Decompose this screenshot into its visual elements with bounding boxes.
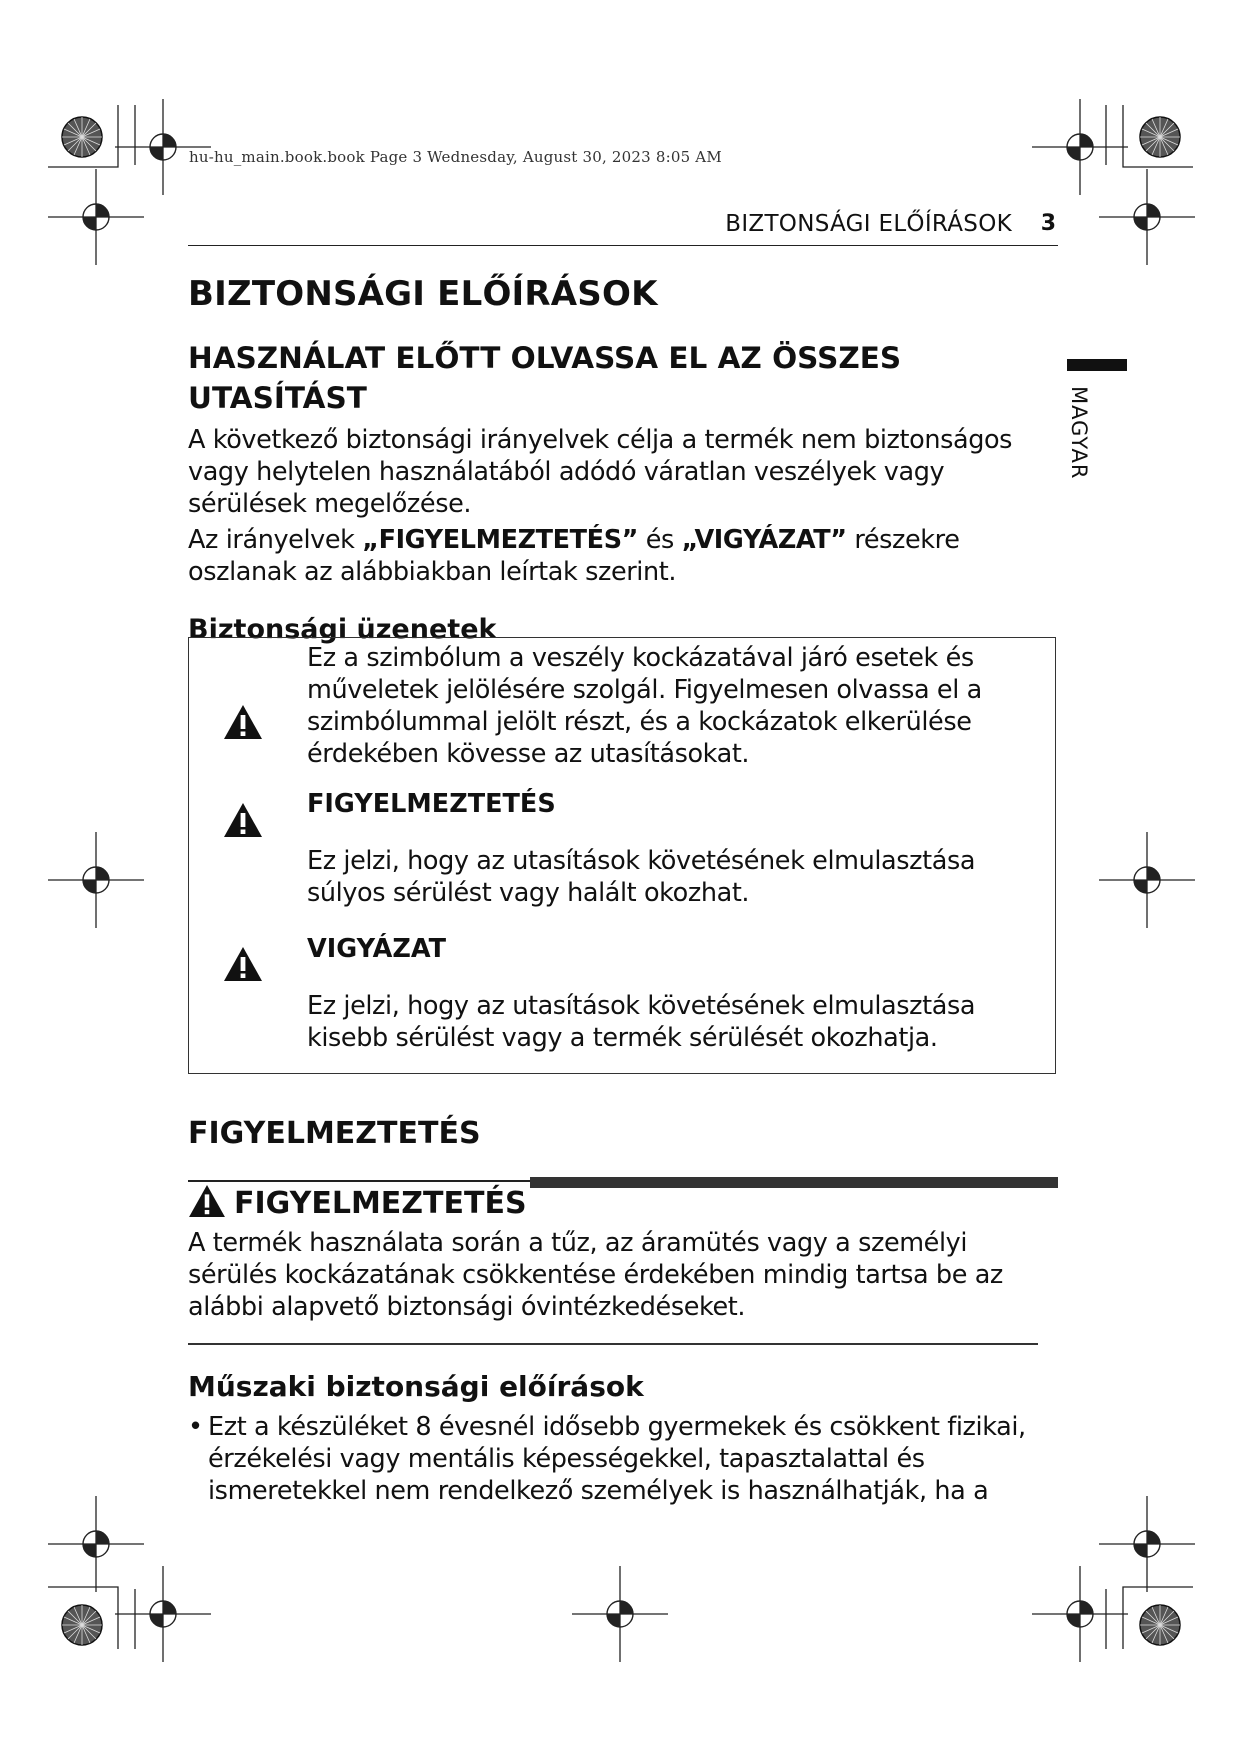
side-tab-label: MAGYAR <box>1067 386 1091 480</box>
caution-label: VIGYÁZAT <box>307 934 446 964</box>
warning-rule-thick <box>530 1177 1058 1188</box>
page-number: 3 <box>1040 211 1056 236</box>
warning-rule-thin <box>188 1180 530 1182</box>
warning-label: FIGYELMEZTETÉS <box>307 789 556 819</box>
page-title: BIZTONSÁGI ELŐÍRÁSOK <box>188 274 658 314</box>
bullet-marker: • <box>188 1412 204 1442</box>
intro-text: részekre oszlanak az alábbiakban leírtak szerint. <box>188 525 960 587</box>
registration-cross-icon <box>1032 1566 1128 1662</box>
registration-cross-icon <box>115 1566 211 1662</box>
section-divider <box>188 1343 1038 1345</box>
registration-cross-icon <box>1099 1496 1195 1592</box>
registration-cross-icon <box>1099 832 1195 928</box>
header-section-title: BIZTONSÁGI ELŐÍRÁSOK <box>725 211 1012 237</box>
warning-triangle-icon <box>188 1184 226 1218</box>
warning-description: Ez jelzi, hogy az utasítások követésének elmulasztása súlyos sérülést vagy halált okozhat. <box>307 846 976 908</box>
registration-cross-icon <box>115 99 211 195</box>
intro-paragraph-2 <box>188 524 1058 588</box>
safety-messages-box <box>188 637 1056 1074</box>
safety-messages-heading: Biztonsági üzenetek <box>188 614 497 645</box>
symbol-description: Ez a szimbólum a veszély kockázatával járó esetek és műveletek jelölésére szolgál. Figyelmesen olvassa el a szimbólummal jelölt részt, és a kockázatok elkerülése érdekében kövesse az utasításokat. <box>307 643 982 769</box>
registration-star-icon <box>1140 117 1180 157</box>
intro-text: és <box>638 525 682 555</box>
registration-cross-icon <box>1099 169 1195 265</box>
section-subtitle: HASZNÁLAT ELŐTT OLVASSA EL AZ ÖSSZES UTASÍTÁST <box>188 341 902 415</box>
side-tab-bar <box>1067 359 1127 371</box>
intro-warning-term: „FIGYELMEZTETÉS” <box>362 525 639 555</box>
registration-cross-icon <box>48 1496 144 1592</box>
registration-cross-icon <box>48 832 144 928</box>
caution-description: Ez jelzi, hogy az utasítások követésének elmulasztása kisebb sérülést vagy a termék sérülését okozhatja. <box>307 991 976 1053</box>
bullet-text: Ezt a készüléket 8 évesnél idősebb gyermekek és csökkent fizikai, érzékelési vagy mentális képességekkel, tapasztalattal és ismeretekkel nem rendelkező személyek is használhatják, ha a <box>208 1412 1026 1506</box>
technical-safety-heading: Műszaki biztonsági előírások <box>188 1370 644 1403</box>
warning-triangle-icon <box>223 704 263 740</box>
intro-caution-term: „VIGYÁZAT” <box>681 525 847 555</box>
print-info-line: hu-hu_main.book.book Page 3 Wednesday, August 30, 2023 8:05 AM <box>189 148 722 166</box>
running-header <box>188 207 1058 246</box>
registration-star-icon <box>1140 1605 1180 1645</box>
registration-cross-icon <box>1032 99 1128 195</box>
intro-text: Az irányelvek <box>188 525 363 555</box>
registration-cross-icon <box>48 169 144 265</box>
registration-star-icon <box>62 1605 102 1645</box>
warning-banner-label: FIGYELMEZTETÉS <box>234 1186 527 1221</box>
warning-triangle-icon <box>223 802 263 838</box>
registration-cross-icon <box>572 1566 668 1662</box>
intro-paragraph: A következő biztonsági irányelvek célja a termék nem biztonságos vagy helytelen használatából adódó váratlan veszélyek vagy sérülések megelőzése. <box>188 425 1013 519</box>
warning-banner <box>188 1184 527 1224</box>
warning-section-text: A termék használata során a tűz, az áramütés vagy a személyi sérülés kockázatának csökkentése érdekében mindig tartsa be az alábbi alapvető biztonsági óvintézkedéseket. <box>188 1228 1003 1322</box>
caution-triangle-icon <box>223 946 263 982</box>
intro-section <box>188 272 1058 648</box>
registration-star-icon <box>62 117 102 157</box>
warning-section-heading: FIGYELMEZTETÉS <box>188 1116 481 1151</box>
